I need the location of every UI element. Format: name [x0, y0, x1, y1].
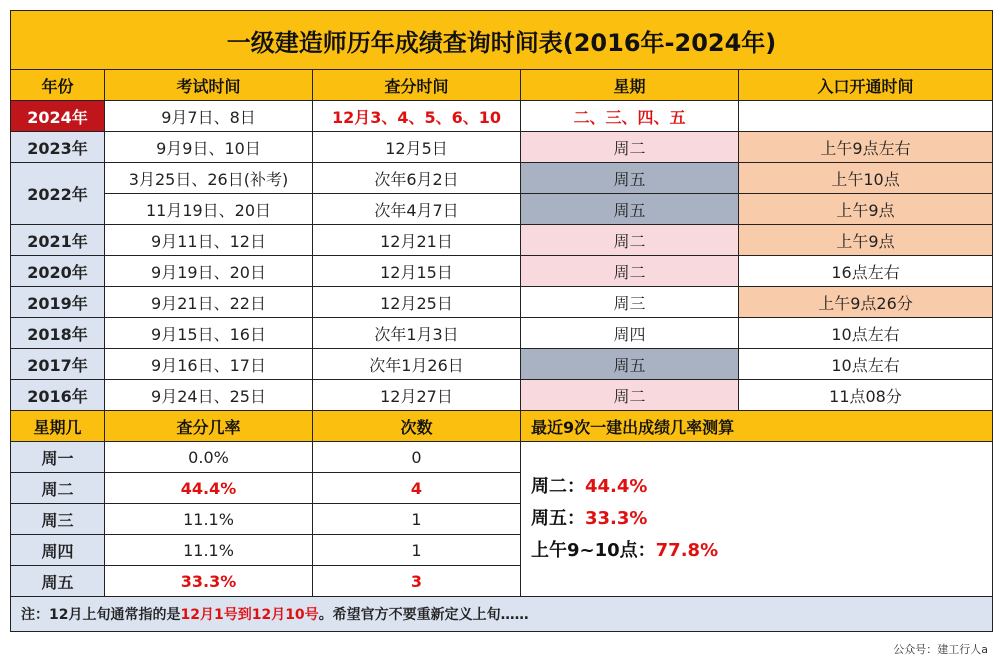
- table-row: [11, 101, 993, 132]
- watermark-text: 公众号：建工行人a: [893, 643, 988, 656]
- header-score-time: 查分时间: [313, 70, 521, 101]
- exam-cell: 9月11日、12日: [105, 225, 313, 256]
- exam-cell: 3月25日、26日(补考): [105, 163, 313, 194]
- stats-header-row: [11, 411, 993, 442]
- weekday-cell: 周五: [521, 163, 739, 194]
- open-cell: 上午10点: [739, 163, 993, 194]
- summary-value: 44.4%: [585, 476, 648, 497]
- exam-cell: 9月21日、22日: [105, 287, 313, 318]
- exam-cell: 9月24日、25日: [105, 380, 313, 411]
- year-cell: 2023年: [11, 132, 105, 163]
- header-year: 年份: [11, 70, 105, 101]
- header-row: [11, 70, 993, 101]
- open-cell: 10点左右: [739, 349, 993, 380]
- stats-probability: 11.1%: [105, 535, 313, 566]
- summary-label: 周二：: [531, 476, 585, 497]
- year-cell: 2022年: [11, 163, 105, 225]
- table-row: [11, 163, 993, 194]
- table-row: [11, 380, 993, 411]
- note-row: [11, 597, 993, 632]
- note-cell: [11, 597, 993, 632]
- table-row: [11, 287, 993, 318]
- weekday-cell: 周三: [521, 287, 739, 318]
- score-cell: 12月25日: [313, 287, 521, 318]
- stats-count: 1: [313, 535, 521, 566]
- summary-value: 77.8%: [655, 540, 719, 561]
- stats-weekday: 周五: [11, 566, 105, 597]
- stats-weekday: 周四: [11, 535, 105, 566]
- stats-count: 4: [313, 473, 521, 504]
- stats-probability: 11.1%: [105, 504, 313, 535]
- year-cell: 2016年: [11, 380, 105, 411]
- table-row: [11, 194, 993, 225]
- score-query-table: [10, 10, 993, 632]
- year-cell: 2021年: [11, 225, 105, 256]
- summary-line: [531, 503, 992, 535]
- year-cell: 2019年: [11, 287, 105, 318]
- weekday-cell: 周二: [521, 380, 739, 411]
- table-row: [11, 349, 993, 380]
- summary-label: 周五：: [531, 508, 585, 529]
- stats-probability: 44.4%: [105, 473, 313, 504]
- exam-cell: 9月7日、8日: [105, 101, 313, 132]
- note-suffix: 。希望官方不要重新定义上旬……: [318, 607, 529, 623]
- stats-weekday: 周三: [11, 504, 105, 535]
- open-cell: 11点08分: [739, 380, 993, 411]
- stats-header-probability: 查分几率: [105, 411, 313, 442]
- score-cell: 12月27日: [313, 380, 521, 411]
- score-cell: 次年1月3日: [313, 318, 521, 349]
- stats-weekday: 周一: [11, 442, 105, 473]
- header-exam-time: 考试时间: [105, 70, 313, 101]
- open-cell: 上午9点: [739, 194, 993, 225]
- score-cell: 次年4月7日: [313, 194, 521, 225]
- exam-cell: 11月19日、20日: [105, 194, 313, 225]
- stats-header-weekday: 星期几: [11, 411, 105, 442]
- table-row: [11, 256, 993, 287]
- stats-probability: 0.0%: [105, 442, 313, 473]
- stats-count: 3: [313, 566, 521, 597]
- summary-value: 33.3%: [585, 508, 648, 529]
- exam-cell: 9月15日、16日: [105, 318, 313, 349]
- weekday-cell: 周五: [521, 194, 739, 225]
- year-cell: 2020年: [11, 256, 105, 287]
- weekday-cell: 周四: [521, 318, 739, 349]
- score-cell: 次年6月2日: [313, 163, 521, 194]
- note-prefix: 注：12月上旬通常指的是: [21, 607, 181, 623]
- header-weekday: 星期: [521, 70, 739, 101]
- weekday-cell: 周五: [521, 349, 739, 380]
- stats-header-summary: 最近9次一建出成绩几率测算: [521, 411, 993, 442]
- exam-cell: 9月9日、10日: [105, 132, 313, 163]
- note-highlight: 12月1号到12月10号: [180, 607, 319, 623]
- year-cell: 2017年: [11, 349, 105, 380]
- summary-label: 上午9~10点：: [531, 540, 656, 561]
- summary-line: [531, 471, 992, 503]
- table-title: 一级建造师历年成绩查询时间表(2016年-2024年): [11, 11, 993, 70]
- score-cell: 12月5日: [313, 132, 521, 163]
- weekday-cell: 周二: [521, 256, 739, 287]
- table-row: [11, 132, 993, 163]
- open-cell: [739, 101, 993, 132]
- open-cell: 10点左右: [739, 318, 993, 349]
- weekday-cell: 周二: [521, 132, 739, 163]
- score-query-sheet: [10, 10, 992, 632]
- header-open-time: 入口开通时间: [739, 70, 993, 101]
- stats-count: 1: [313, 504, 521, 535]
- weekday-cell: 二、三、四、五: [521, 101, 739, 132]
- table-row: [11, 225, 993, 256]
- summary-box: [521, 442, 993, 597]
- exam-cell: 9月19日、20日: [105, 256, 313, 287]
- stats-row: [11, 442, 993, 473]
- year-cell: 2018年: [11, 318, 105, 349]
- stats-header-count: 次数: [313, 411, 521, 442]
- summary-line: [531, 535, 992, 567]
- open-cell: 16点左右: [739, 256, 993, 287]
- score-cell: 12月21日: [313, 225, 521, 256]
- stats-weekday: 周二: [11, 473, 105, 504]
- open-cell: 上午9点26分: [739, 287, 993, 318]
- open-cell: 上午9点左右: [739, 132, 993, 163]
- title-row: [11, 11, 993, 70]
- table-row: [11, 318, 993, 349]
- score-cell: 12月15日: [313, 256, 521, 287]
- score-cell: 12月3、4、5、6、10: [313, 101, 521, 132]
- weekday-cell: 周二: [521, 225, 739, 256]
- score-cell: 次年1月26日: [313, 349, 521, 380]
- exam-cell: 9月16日、17日: [105, 349, 313, 380]
- stats-count: 0: [313, 442, 521, 473]
- open-cell: 上午9点: [739, 225, 993, 256]
- year-cell: 2024年: [11, 101, 105, 132]
- stats-probability: 33.3%: [105, 566, 313, 597]
